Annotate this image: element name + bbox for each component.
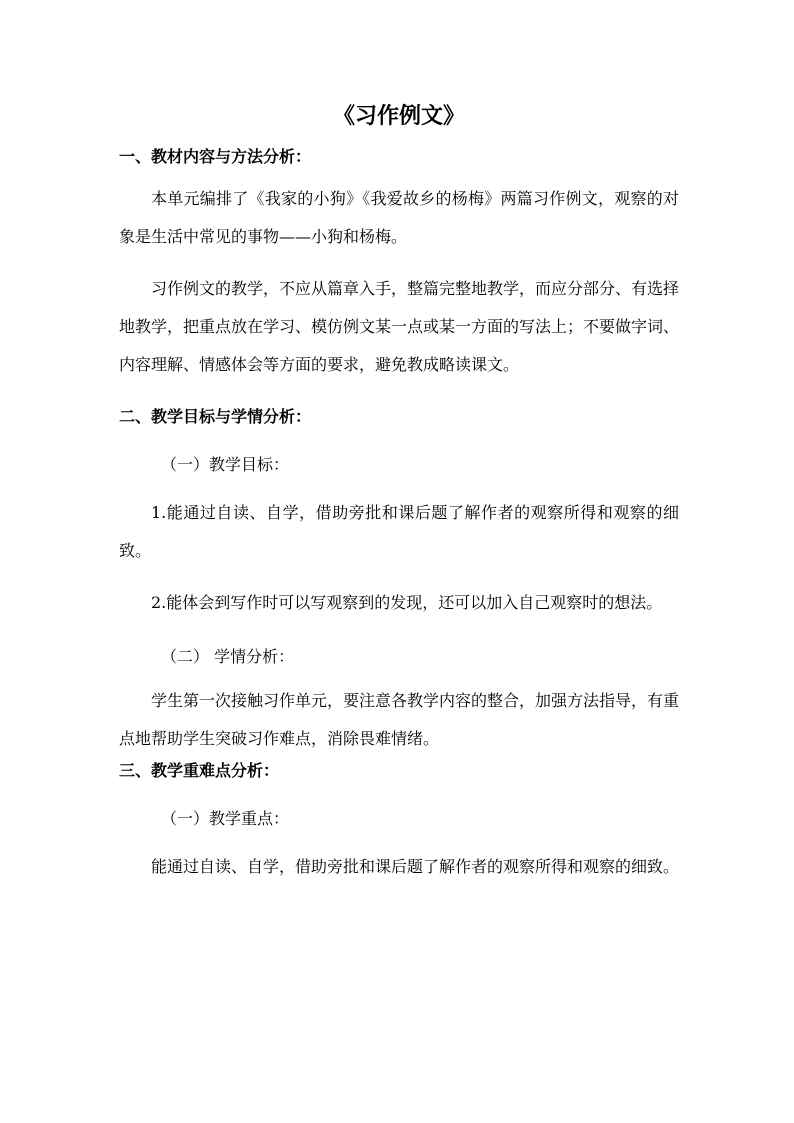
subheading-student-analysis: （二） 学情分析： — [161, 647, 295, 666]
paragraph-student-analysis: 学生第一次接触习作单元，要注意各教学内容的整合，加强方法指导，有重点地帮助学生突破习作难点，消除畏难情绪。 — [119, 691, 680, 748]
document-title: 《习作例文》 — [332, 103, 465, 129]
goal-item-1: 1.能通过自读、自学，借助旁批和课后题了解作者的观察所得和观察的细致。 — [119, 503, 679, 560]
paragraph-teaching-focus: 能通过自读、自学，借助旁批和课后题了解作者的观察所得和观察的细致。 — [151, 857, 680, 876]
section-heading-goals: 二、教学目标与学情分析： — [119, 407, 312, 426]
subheading-teaching-goals: （一）教学目标： — [161, 455, 290, 474]
section-heading-key-points: 三、教学重难点分析： — [119, 761, 280, 780]
section-heading-materials: 一、教材内容与方法分析： — [119, 147, 312, 166]
paragraph-materials-1: 本单元编排了《我家的小狗》《我爱故乡的杨梅》两篇习作例文，观察的对象是生活中常见的事物——小狗和杨梅。 — [119, 189, 679, 246]
document-content — [119, 100, 679, 886]
goal-item-2: 2.能体会到写作时可以写观察到的发现，还可以加入自己观察时的想法。 — [151, 593, 663, 612]
paragraph-materials-2: 习作例文的教学，不应从篇章入手，整篇完整地教学，而应分部分、有选择地教学，把重点放在学习、模仿例文某一点或某一方面的写法上；不要做字词、内容理解、情感体会等方面的要求，避免教成略读课文。 — [119, 279, 680, 374]
subheading-teaching-focus: （一）教学重点： — [161, 809, 290, 828]
